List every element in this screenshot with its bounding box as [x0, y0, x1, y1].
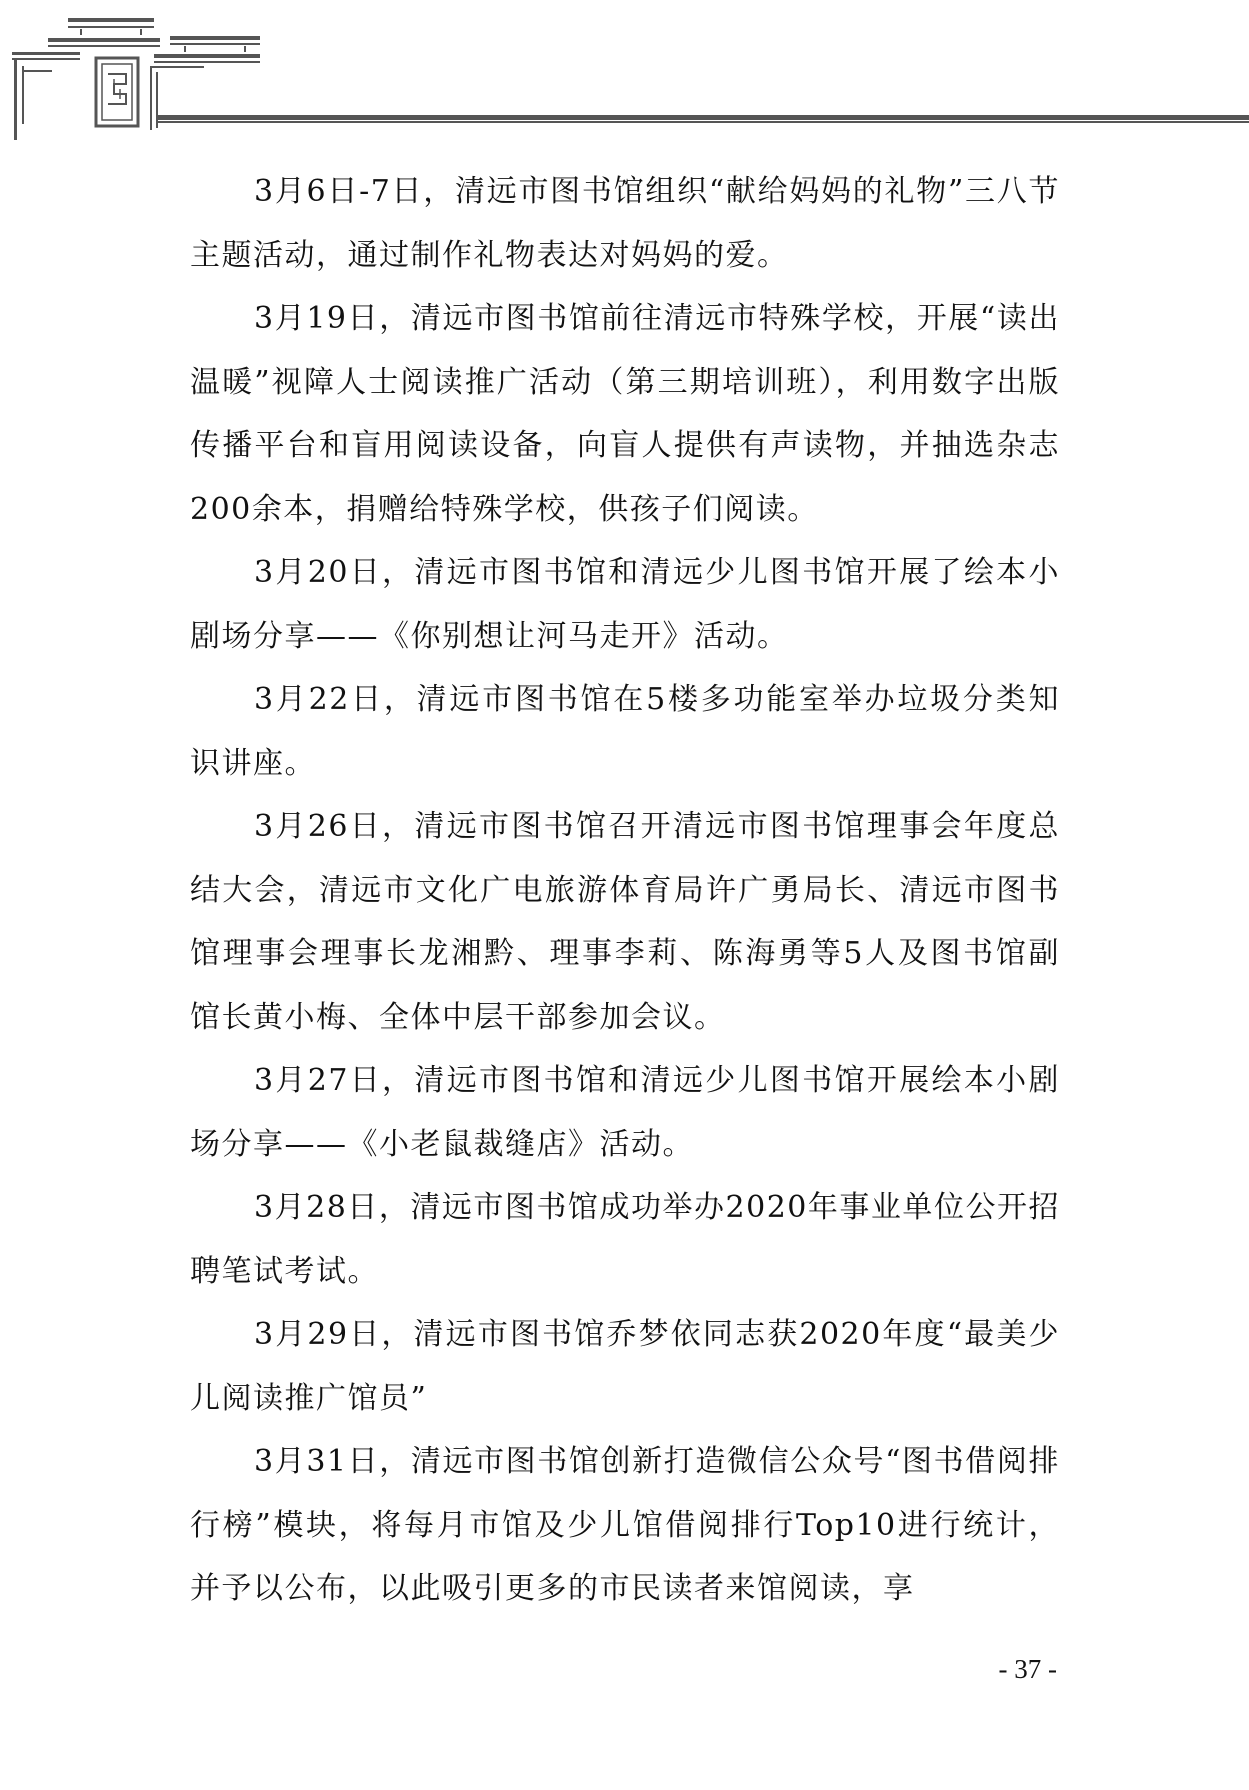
paragraph-mar-27: 3月27日，清远市图书馆和清远少儿图书馆开展绘本小剧场分享——《小老鼠裁缝店》活动。	[190, 1063, 1060, 1162]
header-ornament	[0, 0, 1249, 150]
page-number: - 37 -	[998, 1654, 1057, 1684]
paragraph-mar-26: 3月26日，清远市图书馆召开清远市图书馆理事会年度总结大会，清远市文化广电旅游体育局许广勇局长、清远市图书馆理事会理事长龙湘黔、理事李莉、陈海勇等5人及图书馆副馆长黄小梅、全体中层干部参加会议。	[190, 809, 1060, 1035]
document-body	[190, 160, 1060, 1621]
paragraph-mar-31: 3月31日，清远市图书馆创新打造微信公众号“图书借阅排行榜”模块，将每月市馆及少儿馆借阅排行Top10进行统计，并予以公布，以此吸引更多的市民读者来馆阅读，享	[190, 1444, 1060, 1606]
paragraph-mar-28: 3月28日，清远市图书馆成功举办2020年事业单位公开招聘笔试考试。	[190, 1190, 1060, 1289]
paragraph-mar-22: 3月22日，清远市图书馆在5楼多功能室举办垃圾分类知识讲座。	[190, 682, 1060, 781]
paragraph-mar-6-7: 3月6日-7日，清远市图书馆组织“献给妈妈的礼物”三八节主题活动，通过制作礼物表达对妈妈的爱。	[190, 174, 1060, 273]
paragraph-mar-19: 3月19日，清远市图书馆前往清远市特殊学校，开展“读出温暖”视障人士阅读推广活动（第三期培训班），利用数字出版传播平台和盲用阅读设备，向盲人提供有声读物，并抽选杂志200余本，捐赠给特殊学校，供孩子们阅读。	[190, 301, 1060, 527]
paragraph-mar-20: 3月20日，清远市图书馆和清远少儿图书馆开展了绘本小剧场分享——《你别想让河马走开》活动。	[190, 555, 1060, 654]
paragraph-mar-29: 3月29日，清远市图书馆乔梦依同志获2020年度“最美少儿阅读推广馆员”	[190, 1317, 1060, 1416]
